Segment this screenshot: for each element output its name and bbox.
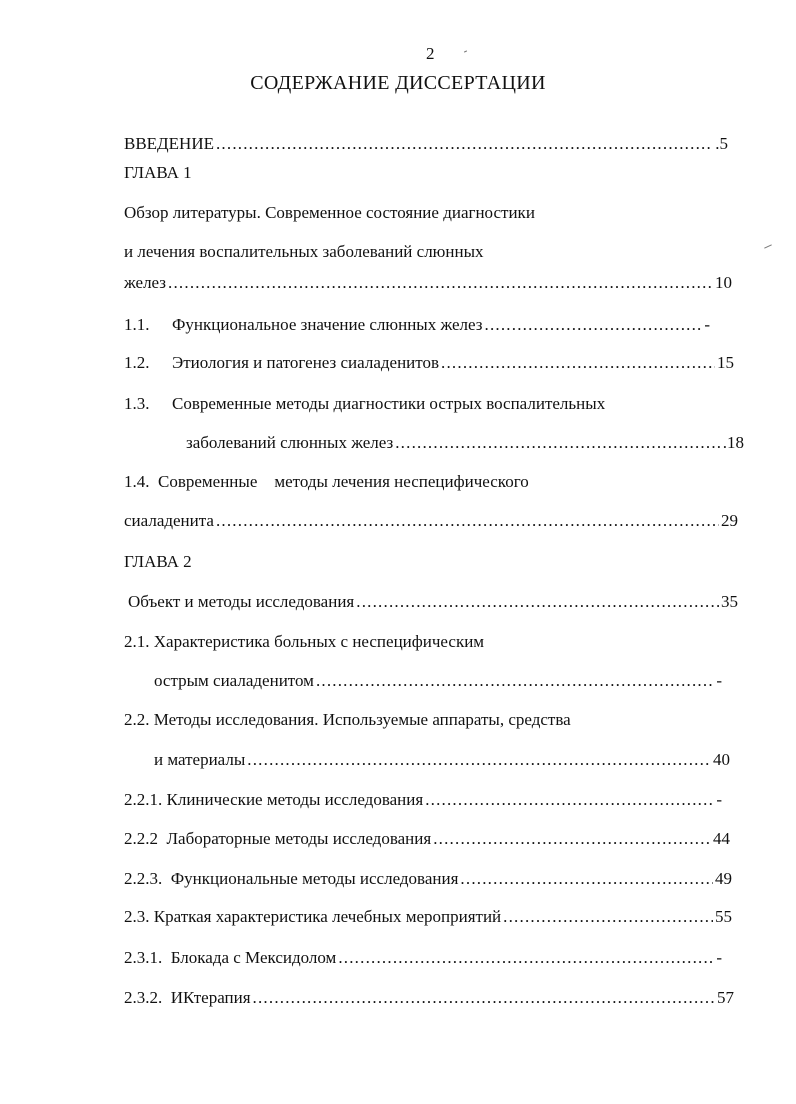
- dot-leader: [503, 906, 713, 928]
- toc-entry-2-1-line1: 2.1. Характеристика больных с неспецифическим: [124, 632, 485, 651]
- toc-page-number: -: [716, 671, 722, 690]
- toc-entry-text: заболеваний слюнных желез: [186, 433, 394, 452]
- dot-leader: [356, 591, 719, 613]
- toc-entry-2-3: [124, 906, 732, 928]
- toc-entry-2-2-line2: [154, 749, 730, 771]
- scan-speck: [464, 50, 467, 52]
- toc-entry-2-2-1: [124, 789, 722, 811]
- dot-leader: [216, 510, 719, 532]
- dot-leader: [316, 670, 714, 692]
- toc-entry-text: желез: [124, 273, 167, 292]
- toc-entry-1-4-line1: 1.4. Современные методы лечения неспецифического: [124, 472, 529, 491]
- toc-page-number: 10: [715, 273, 732, 292]
- toc-page-number: 49: [715, 869, 732, 888]
- toc-page-number: 35: [721, 592, 738, 611]
- toc-entry-1-2: [172, 352, 734, 374]
- toc-page-number: -: [716, 790, 722, 809]
- toc-entry-text: сиаладенита: [124, 511, 214, 530]
- dot-leader: [216, 133, 713, 155]
- dot-leader: [338, 947, 714, 969]
- dot-leader: [168, 272, 713, 294]
- toc-entry-1-4-line2: [124, 510, 738, 532]
- page-title: СОДЕРЖАНИЕ ДИССЕРТАЦИИ: [250, 72, 546, 94]
- toc-entry-text: 2.3.2. ИКтерапия: [124, 988, 251, 1007]
- toc-entry-text: ВВЕДЕНИЕ: [124, 134, 214, 153]
- dot-leader: [253, 987, 715, 1009]
- toc-entry-1-3-line2: [186, 432, 744, 454]
- chapter-2-title: [128, 591, 738, 613]
- toc-entry-2-2-2: [124, 828, 730, 850]
- toc-page-number: 44: [713, 829, 730, 848]
- chapter-1-title-line3: [124, 272, 732, 294]
- toc-entry-text: 2.3. Краткая характеристика лечебных мероприятий: [124, 907, 502, 926]
- dot-leader: [425, 789, 714, 811]
- toc-page-number: .5: [715, 134, 728, 153]
- dot-leader: [441, 352, 715, 374]
- chapter-1-title-line2: и лечения воспалительных заболеваний слюнных: [124, 242, 484, 261]
- toc-entry-text: и материалы: [154, 750, 246, 769]
- toc-entry-2-3-2: [124, 987, 734, 1009]
- toc-entry-text: Этиология и патогенез сиаладенитов: [172, 353, 440, 372]
- toc-entry-1-1: [172, 314, 710, 336]
- toc-num-1-3: 1.3.: [124, 394, 150, 413]
- toc-entry-1-3-line1: Современные методы диагностики острых воспалительных: [172, 394, 606, 413]
- dot-leader: [485, 314, 703, 336]
- toc-page-number: -: [716, 948, 722, 967]
- page-number: 2: [426, 44, 435, 63]
- chapter-1-heading: ГЛАВА 1: [124, 163, 192, 182]
- dot-leader: [395, 432, 721, 454]
- toc-entry-2-1-line2: [154, 670, 722, 692]
- dot-leader: [433, 828, 711, 850]
- toc-page-number: .18: [722, 433, 744, 452]
- scan-speck: [764, 244, 772, 248]
- toc-page-number: 55: [715, 907, 732, 926]
- toc-entry-intro: [124, 133, 728, 155]
- toc-entry-text: 2.3.1. Блокада с Мексидолом: [124, 948, 337, 967]
- toc-num-1-2: 1.2.: [124, 353, 150, 372]
- toc-entry-text: 2.2.2 Лабораторные методы исследования: [124, 829, 432, 848]
- toc-entry-text: 2.2.1. Клинические методы исследования: [124, 790, 424, 809]
- toc-page-number: 15: [717, 353, 734, 372]
- toc-page-number: -: [704, 315, 710, 334]
- toc-entry-text: Функциональное значение слюнных желез: [172, 315, 483, 334]
- toc-entry-2-3-1: [124, 947, 722, 969]
- toc-entry-2-2-line1: 2.2. Методы исследования. Используемые аппараты, средства: [124, 710, 571, 729]
- toc-page-number: 40: [713, 750, 730, 769]
- toc-entry-text: 2.2.3. Функциональные методы исследования: [124, 869, 459, 888]
- chapter-2-heading: ГЛАВА 2: [124, 552, 192, 571]
- toc-entry-text: острым сиаладенитом: [154, 671, 314, 690]
- toc-entry-2-2-3: [124, 868, 732, 890]
- toc-entry-text: Объект и методы исследования: [128, 592, 355, 611]
- toc-page-number: 57: [717, 988, 734, 1007]
- dot-leader: [460, 868, 713, 890]
- dot-leader: [247, 749, 711, 771]
- chapter-1-title-line1: Обзор литературы. Современное состояние диагностики: [124, 203, 535, 222]
- toc-num-1-1: 1.1.: [124, 315, 150, 334]
- toc-page-number: 29: [721, 511, 738, 530]
